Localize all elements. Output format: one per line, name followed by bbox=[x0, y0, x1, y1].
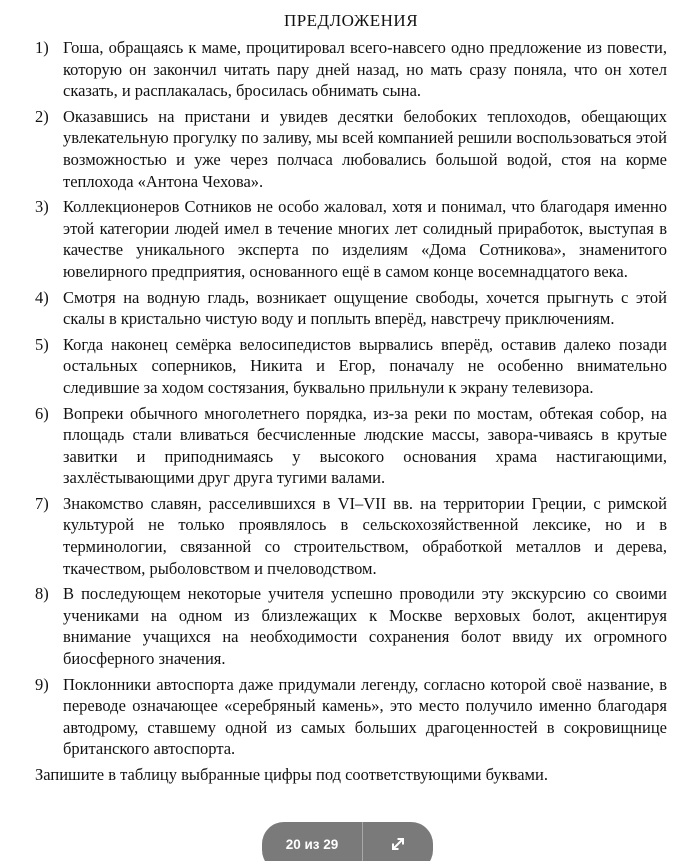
item-text: Коллекционеров Сотников не особо жаловал, хотя и понимал, что благодаря именно этой категории людей имел в течение многих лет солидный приработок, выступая в качестве уникального эксперта по изделиям «Дома Сотникова», знаменитого ювелирного предприятия, основанного ещё в самом конце восемнадцатого века. bbox=[63, 197, 667, 281]
sentence-list bbox=[35, 37, 667, 760]
item-text: Смотря на водную гладь, возникает ощущение свободы, хочется прыгнуть с этой скалы в кристально чистую воду и поплыть вперёд, навстречу приключениям. bbox=[63, 287, 667, 329]
sentence-item bbox=[35, 287, 667, 330]
item-text: Когда наконец семёрка велосипедистов вырвались вперёд, оставив далеко позади остальных соперников, Никита и Егор, поначалу не особенно внимательно следившие за ходом состязания, буквально прильнули к экрану телевизора. bbox=[63, 334, 667, 397]
item-text: Оказавшись на пристани и увидев десятки белобоких теплоходов, обещающих увлекательную прогулку по заливу, мы всей компанией решили воспользоваться этой возможностью и уже через полчаса любовались большой водой, стоя на корме теплохода «Антона Чехова». bbox=[63, 106, 667, 191]
sentence-item bbox=[35, 583, 667, 669]
item-number: 6) bbox=[35, 403, 49, 423]
item-number: 8) bbox=[35, 584, 49, 604]
item-number: 7) bbox=[35, 493, 49, 513]
document-title: ПРЕДЛОЖЕНИЯ bbox=[283, 11, 419, 30]
sentence-item bbox=[35, 674, 667, 760]
page-indicator-label: 20 из 29 bbox=[285, 836, 339, 852]
item-text: В последующем некоторые учителя успешно проводили эту экскурсию со своими учениками на одном из близлежащих к Москве верховых болот, акцентируя внимание учащихся на необходимости сохранения болот ввиду их огромного биосферного значения. bbox=[63, 584, 667, 669]
item-text: Вопреки обычного многолетнего порядка, из-за реки по мостам, обтекая собор, на площадь стали вливаться бесчисленные людские массы, завора-чиваясь в крутые завитки и приподнимаясь у высокого основания храма настигающими, захлёстывающими друг друга тугими валами. bbox=[63, 403, 667, 488]
instruction-text: Запишите в таблицу выбранные цифры под соответствующими буквами. bbox=[35, 765, 548, 784]
item-text: Поклонники автоспорта даже придумали легенду, согласно которой своё название, в переводе означающее «серебряный камень», это место получило именно благодаря автодрому, ставшему одной из самых больших драгоценностей в сокровищнице британского автоспорта. bbox=[63, 674, 667, 759]
sentence-item bbox=[35, 493, 667, 579]
page-indicator[interactable] bbox=[262, 822, 362, 861]
expand-diagonal-arrow-icon bbox=[388, 834, 408, 854]
item-number: 9) bbox=[35, 674, 49, 694]
item-number: 4) bbox=[35, 287, 49, 307]
item-number: 5) bbox=[35, 334, 49, 354]
sentence-item bbox=[35, 403, 667, 489]
item-number: 3) bbox=[35, 197, 49, 217]
fullscreen-button[interactable] bbox=[363, 822, 433, 861]
viewer-overlay-toolbar bbox=[262, 822, 433, 861]
sentence-item bbox=[35, 334, 667, 399]
sentence-item bbox=[35, 37, 667, 102]
item-text: Гоша, обращаясь к маме, процитировал всего-навсего одно предложение из повести, которую он закончил читать пару дней назад, но мать сразу поняла, что он хотел сказать, и расплакалась, бросилась обнимать сына. bbox=[63, 38, 667, 101]
sentence-item bbox=[35, 106, 667, 192]
item-number: 1) bbox=[35, 38, 49, 57]
item-text: Знакомство славян, расселившихся в VI–VII вв. на территории Греции, с римской культурой не только проявлялось в сельскохозяйственной лексике, но и в терминологии, связанной со строительством, обработкой металлов и дерева, ткачеством, рыболовством и пчеловодством. bbox=[63, 493, 667, 578]
sentence-item bbox=[35, 196, 667, 282]
item-number: 2) bbox=[35, 106, 49, 126]
